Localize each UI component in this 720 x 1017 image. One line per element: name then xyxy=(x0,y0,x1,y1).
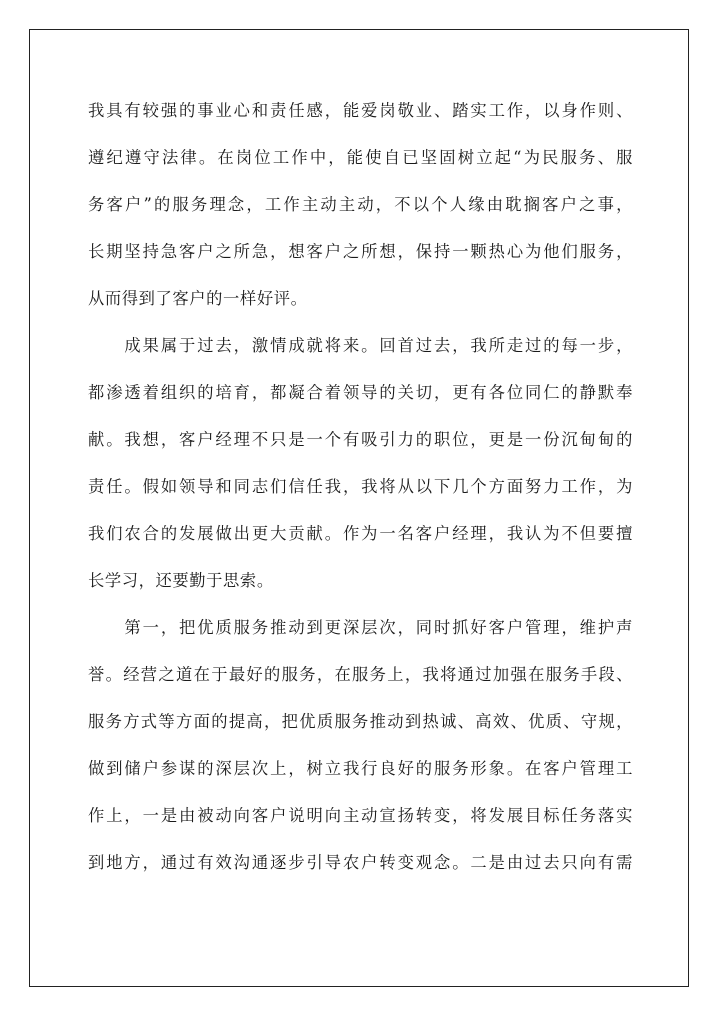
paragraph xyxy=(88,96,633,331)
text-line: 都渗透着组织的培育，都凝合着领导的关切，更有各位同仁的静默奉 xyxy=(88,383,633,402)
text-line: 第一，把优质服务推动到更深层次，同时抓好客户管理，维护声 xyxy=(88,618,633,637)
text-line: 到地方，通过有效沟通逐步引导农户转变观念。二是由过去只向有需 xyxy=(88,853,633,872)
text-line: 务客户”的服务理念，工作主动主动，不以个人缘由耽搁客户之事， xyxy=(88,195,633,214)
text-line: 从而得到了客户的一样好评。 xyxy=(88,289,308,308)
text-line: 作上，一是由被动向客户说明向主动宣扬转变，将发展目标任务落实 xyxy=(88,806,633,825)
text-line: 责任。假如领导和同志们信任我，我将从以下几个方面努力工作，为 xyxy=(88,477,633,496)
text-line: 长学习，还要勤于思索。 xyxy=(88,571,274,590)
text-line: 我具有较强的事业心和责任感，能爱岗敬业、踏实工作，以身作则、 xyxy=(88,101,633,120)
text-line: 长期坚持急客户之所急，想客户之所想，保持一颗热心为他们服务， xyxy=(88,242,633,261)
text-line: 献。我想，客户经理不只是一个有吸引力的职位，更是一份沉甸甸的 xyxy=(88,430,633,449)
text-line: 我们农合的发展做出更大贡献。作为一名客户经理，我认为不但要擅 xyxy=(88,524,633,543)
text-line: 服务方式等方面的提高，把优质服务推动到热诚、高效、优质、守规， xyxy=(88,712,633,731)
document-body xyxy=(88,96,633,895)
text-line: 誉。经营之道在于最好的服务，在服务上，我将通过加强在服务手段、 xyxy=(88,665,633,684)
text-line: 做到储户参谋的深层次上，树立我行良好的服务形象。在客户管理工 xyxy=(88,759,633,778)
text-line: 遵纪遵守法律。在岗位工作中，能使自已坚固树立起“为民服务、服 xyxy=(88,148,633,167)
paragraph xyxy=(88,613,633,895)
paragraph xyxy=(88,331,633,613)
text-line: 成果属于过去，激情成就将来。回首过去，我所走过的每一步， xyxy=(88,336,633,355)
